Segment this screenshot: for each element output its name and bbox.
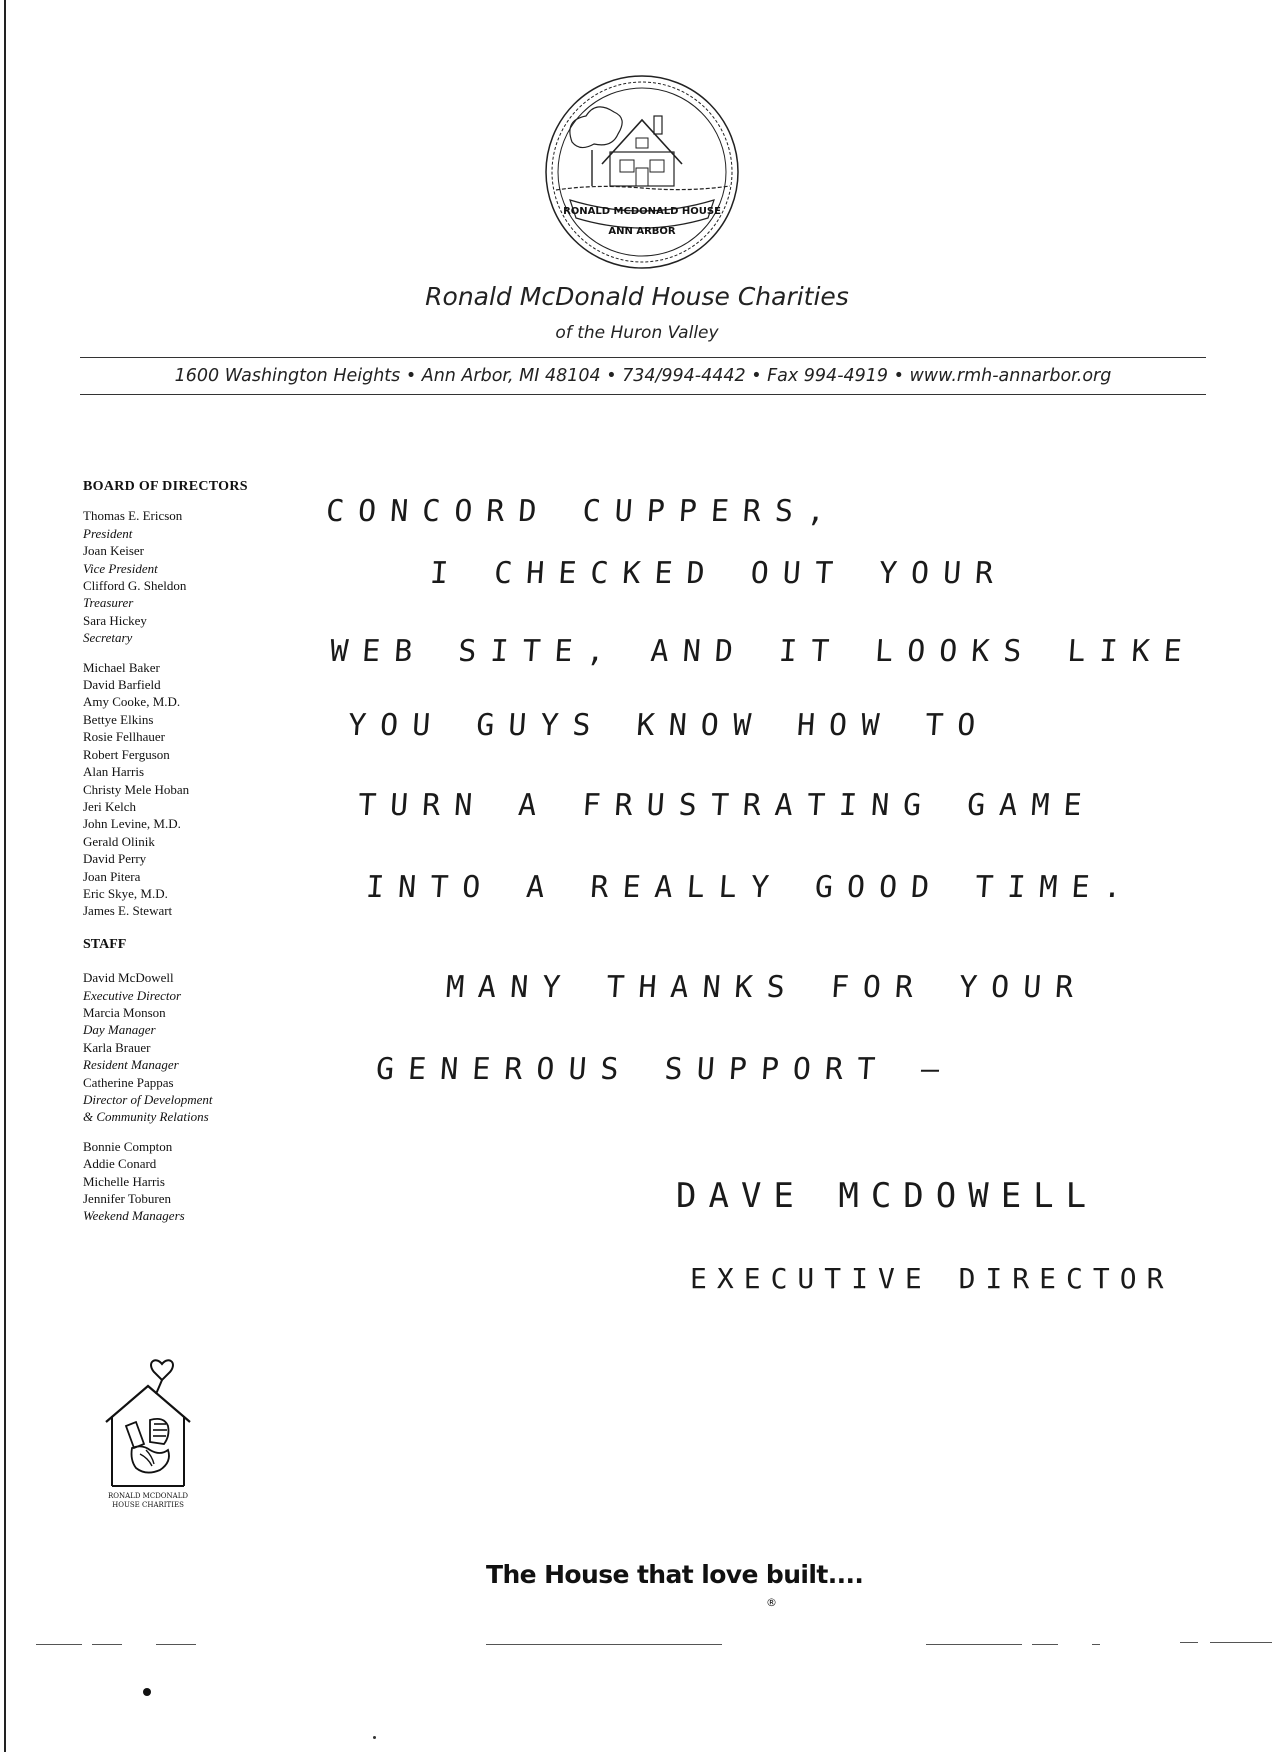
scan-artifact-line xyxy=(36,1644,82,1645)
seal-text-line1: RONALD MCDONALD HOUSE xyxy=(563,206,721,217)
scan-artifact-line xyxy=(156,1644,196,1645)
logo-caption-line1: RONALD MCDONALD xyxy=(108,1492,188,1500)
staff-role: Day Manager xyxy=(83,1022,156,1038)
board-member: Bettye Elkins xyxy=(83,711,154,727)
officer-name: Thomas E. Ericson xyxy=(83,508,183,524)
board-member: Christy Mele Hoban xyxy=(83,781,190,797)
staff-name: Marcia Monson xyxy=(83,1004,166,1020)
letter-line: I CHECKED OUT YOUR xyxy=(428,556,1009,591)
letter-line: WEB SITE, AND IT LOOKS LIKE xyxy=(328,634,1197,669)
weekend-manager: Bonnie Compton xyxy=(83,1138,173,1154)
letter-line: TURN A FRUSTRATING GAME xyxy=(356,788,1097,823)
officer-name: Clifford G. Sheldon xyxy=(83,578,187,594)
board-member: John Levine, M.D. xyxy=(83,816,181,832)
letter-line: GENEROUS SUPPORT — xyxy=(374,1052,955,1087)
board-member: Eric Skye, M.D. xyxy=(83,885,168,901)
board-member: Robert Ferguson xyxy=(83,746,170,762)
staff-name: Karla Brauer xyxy=(83,1039,151,1055)
board-heading: BOARD OF DIRECTORS xyxy=(83,479,248,494)
officer-role: Secretary xyxy=(83,630,133,646)
staff-role: Resident Manager xyxy=(83,1057,179,1073)
weekend-manager: Jennifer Toburen xyxy=(83,1191,172,1207)
board-member: Rosie Fellhauer xyxy=(83,729,165,745)
weekend-manager: Michelle Harris xyxy=(83,1173,165,1189)
board-member: Gerald Olinik xyxy=(83,833,155,849)
rmhc-house-hands-logo xyxy=(96,1350,198,1510)
scan-artifact-line xyxy=(486,1644,722,1645)
header-rule-bottom xyxy=(80,394,1206,395)
letter-line: INTO A REALLY GOOD TIME. xyxy=(364,870,1137,905)
ronald-mcdonald-house-seal xyxy=(542,72,742,272)
board-member: Michael Baker xyxy=(83,659,160,675)
scan-artifact-line xyxy=(926,1644,1022,1645)
board-member: Amy Cooke, M.D. xyxy=(83,694,181,710)
scan-artifact-line xyxy=(1210,1642,1272,1643)
sidebar-directory xyxy=(83,478,323,1225)
staff-name: Catherine Pappas xyxy=(83,1074,174,1090)
scan-artifact-line xyxy=(1032,1644,1058,1645)
scan-artifact-line xyxy=(92,1644,122,1645)
board-member: Joan Pitera xyxy=(83,868,141,884)
staff-role: Executive Director xyxy=(83,987,182,1003)
page-left-border xyxy=(4,0,6,1752)
weekend-manager: Addie Conard xyxy=(83,1156,157,1172)
org-name: Ronald McDonald House Charities xyxy=(425,282,849,311)
board-member: David Perry xyxy=(83,851,147,867)
board-member: Jeri Kelch xyxy=(83,798,137,814)
registered-mark: ® xyxy=(766,1596,777,1609)
scan-artifact-line xyxy=(1180,1642,1198,1643)
board-member: Alan Harris xyxy=(83,764,145,780)
footer-motto: The House that love built.... xyxy=(486,1560,864,1589)
board-member: David Barfield xyxy=(83,677,161,693)
letter-line: CONCORD CUPPERS, xyxy=(324,494,841,529)
staff-name: David McDowell xyxy=(83,970,174,986)
address-line: 1600 Washington Heights • Ann Arbor, MI 48104 • 734/994-4442 • Fax 994-4919 • www.rmh-annarbor.org xyxy=(174,366,1112,386)
header-rule-top xyxy=(80,357,1206,358)
signature-name: DAVE MCDOWELL xyxy=(676,1176,1099,1216)
officer-role: Treasurer xyxy=(83,595,134,611)
staff-role: & Community Relations xyxy=(83,1109,209,1125)
scan-artifact-line xyxy=(1092,1644,1100,1645)
weekend-role: Weekend Managers xyxy=(83,1208,185,1224)
officer-role: President xyxy=(83,525,133,541)
org-subtitle: of the Huron Valley xyxy=(555,323,719,343)
staff-heading: STAFF xyxy=(83,936,127,952)
scan-artifact-dot xyxy=(373,1736,376,1739)
signature-title: EXECUTIVE DIRECTOR xyxy=(690,1262,1174,1295)
scan-artifact-dot xyxy=(143,1688,151,1696)
officer-name: Sara Hickey xyxy=(83,612,147,628)
board-member: James E. Stewart xyxy=(83,903,173,919)
staff-role: Director of Development xyxy=(83,1092,213,1107)
seal-text-line2: ANN ARBOR xyxy=(608,226,676,237)
officer-role: Vice President xyxy=(83,560,158,576)
logo-caption-line2: HOUSE CHARITIES xyxy=(112,1501,184,1509)
officer-name: Joan Keiser xyxy=(83,543,145,559)
letter-line: YOU GUYS KNOW HOW TO xyxy=(346,708,991,743)
letter-line: MANY THANKS FOR YOUR xyxy=(444,970,1089,1005)
